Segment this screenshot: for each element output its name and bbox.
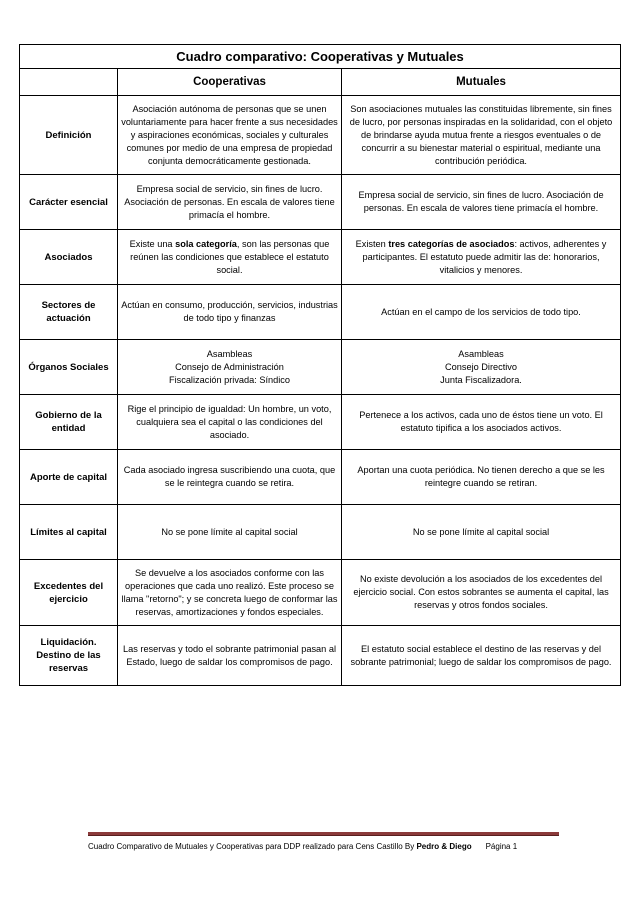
table-row <box>20 175 621 230</box>
cooperativas-cell: Actúan en consumo, producción, servicios, industrias de todo tipo y finanzas <box>118 285 342 340</box>
cell-text: : activos, adherentes y participantes. El estatuto puede admitir las de: honorarios, vitalicios y menores. <box>362 238 607 275</box>
table-row <box>20 96 621 175</box>
cooperativas-cell: Las reservas y todo el sobrante patrimonial pasan al Estado, luego de saldar los compromisos de pago. <box>118 626 342 686</box>
footer-text: Cuadro Comparativo de Mutuales y Cooperativas para DDP realizado para Cens Castillo By <box>88 842 417 851</box>
row-label: Sectores de actuación <box>20 285 118 340</box>
table-title: Cuadro comparativo: Cooperativas y Mutuales <box>20 45 621 69</box>
row-label: Liquidación. Destino de las reservas <box>20 626 118 686</box>
title-row <box>20 45 621 69</box>
row-label: Carácter esencial <box>20 175 118 230</box>
cooperativas-cell: Rige el principio de igualdad: Un hombre, un voto, cualquiera sea el capital o las condiciones del asociado. <box>118 395 342 450</box>
mutuales-cell: Pertenece a los activos, cada uno de éstos tiene un voto. El estatuto tipifica a los asociados activos. <box>342 395 621 450</box>
mutuales-cell: No se pone límite al capital social <box>342 505 621 560</box>
cooperativas-cell: No se pone límite al capital social <box>118 505 342 560</box>
row-label: Aporte de capital <box>20 450 118 505</box>
table-row <box>20 560 621 626</box>
mutuales-cell: No existe devolución a los asociados de los excedentes del ejercicio social. Con estos sobrantes se aumenta el capital, las reservas y otros fondos sociales. <box>342 560 621 626</box>
mutuales-cell: Aportan una cuota periódica. No tienen derecho a que se les reintegre cuando se retiran. <box>342 450 621 505</box>
cell-emphasis: tres categorías de asociados <box>388 238 515 249</box>
cell-emphasis: sola categoría <box>175 238 237 249</box>
footer-rule <box>88 832 559 836</box>
cooperativas-cell <box>118 340 342 395</box>
mutuales-cell: Son asociaciones mutuales las constituidas libremente, sin fines de lucro, por personas inspiradas en la solidaridad, con el objeto de brindarse ayuda mutua frente a riesgos eventuales o de concurrir a su bienestar material o espiritual, mediante una contribución periódica. <box>342 96 621 175</box>
cell-text: , son las personas que reúnen las condiciones que establece el estatuto social. <box>130 238 330 275</box>
row-label: Límites al capital <box>20 505 118 560</box>
page-footer <box>88 842 568 851</box>
cell-text: Existe una <box>129 238 176 249</box>
cell-line: Consejo de Administración <box>175 361 284 372</box>
column-header-mutuales: Mutuales <box>342 69 621 96</box>
table-row <box>20 285 621 340</box>
mutuales-cell: Actúan en el campo de los servicios de todo tipo. <box>342 285 621 340</box>
row-label: Definición <box>20 96 118 175</box>
cooperativas-cell: Se devuelve a los asociados conforme con las operaciones que cada uno realizó. Este proceso se llama "retorno"; y se concreta luego de conformar las reservas, amortizaciones y fondos especiales. <box>118 560 342 626</box>
table-row <box>20 505 621 560</box>
cooperativas-cell <box>118 230 342 285</box>
cell-text: Existen <box>355 238 389 249</box>
row-label: Órganos Sociales <box>20 340 118 395</box>
footer-author: Pedro & Diego <box>416 842 472 851</box>
cell-line: Fiscalización privada: Síndico <box>168 374 291 385</box>
table-row <box>20 450 621 505</box>
row-label: Gobierno de la entidad <box>20 395 118 450</box>
row-label: Excedentes del ejercicio <box>20 560 118 626</box>
cooperativas-cell: Empresa social de servicio, sin fines de lucro. Asociación de personas. En escala de valores tiene primacía el hombre. <box>118 175 342 230</box>
mutuales-cell: Empresa social de servicio, sin fines de lucro. Asociación de personas. En escala de valores tiene primacía el hombre. <box>342 175 621 230</box>
mutuales-cell: El estatuto social establece el destino de las reservas y del sobrante patrimonial; luego de saldar los compromisos de pago. <box>342 626 621 686</box>
page-number: Página 1 <box>485 842 518 851</box>
cell-line: Asambleas <box>458 348 504 359</box>
table-row <box>20 395 621 450</box>
cell-line: Consejo Directivo <box>445 361 518 372</box>
cooperativas-cell: Cada asociado ingresa suscribiendo una cuota, que se le reintegra cuando se retira. <box>118 450 342 505</box>
cell-line: Junta Fiscalizadora. <box>440 374 522 385</box>
empty-header-cell <box>20 69 118 96</box>
column-header-cooperativas: Cooperativas <box>118 69 342 96</box>
cell-line: Asambleas <box>206 348 253 359</box>
comparison-table <box>19 44 621 686</box>
table-row <box>20 626 621 686</box>
mutuales-cell <box>342 230 621 285</box>
row-label: Asociados <box>20 230 118 285</box>
table-row <box>20 230 621 285</box>
header-row <box>20 69 621 96</box>
mutuales-cell <box>342 340 621 395</box>
table-row <box>20 340 621 395</box>
cooperativas-cell: Asociación autónoma de personas que se unen voluntariamente para hacer frente a sus necesidades y aspiraciones económicas, sociales y culturales comunes por medio de una empresa de propiedad conjunta democráticamente gestionada. <box>118 96 342 175</box>
